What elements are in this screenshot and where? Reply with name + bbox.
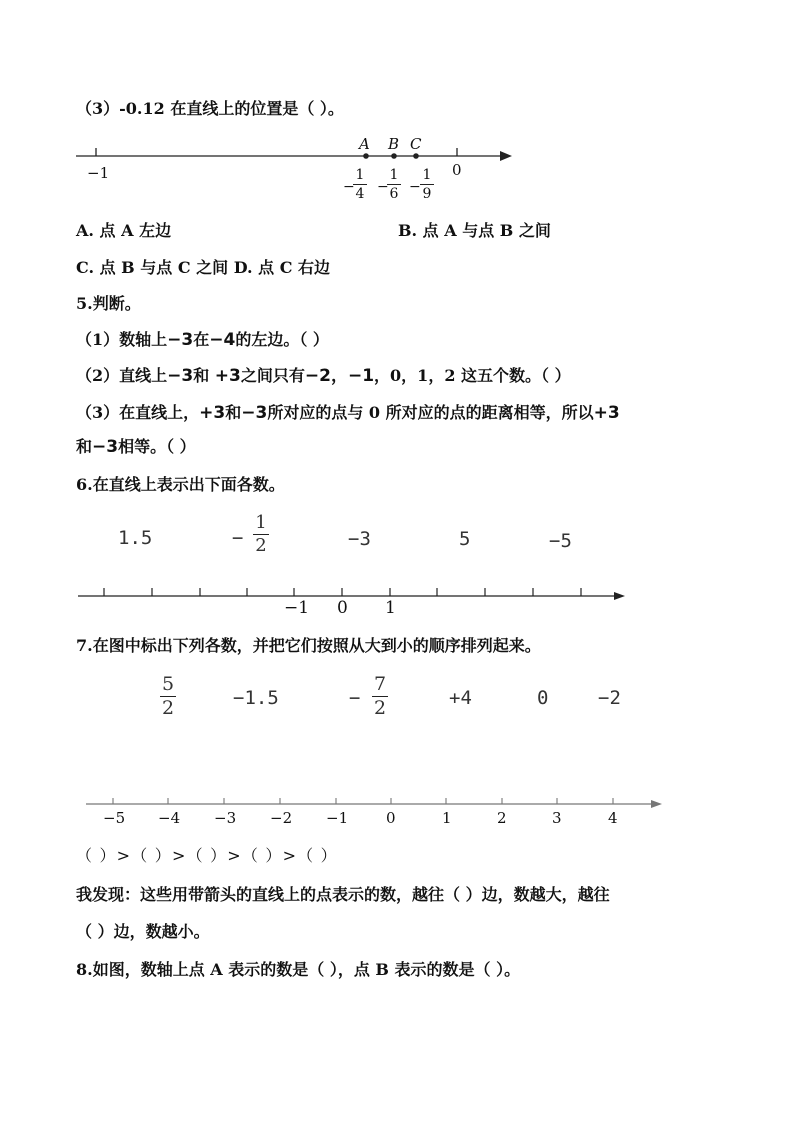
q7-tick-label: 2 <box>497 809 507 827</box>
q6-number-minus-3: −3 <box>348 528 371 550</box>
option-b: B. 点 A 与点 B 之间 <box>398 221 551 240</box>
q7-discover-line-2: （ ）边，数越小。 <box>76 922 210 941</box>
q7-discover-line-1: 我发现：这些用带箭头的直线上的点表示的数，越往（ ）边，数越大，越往 <box>76 885 610 904</box>
fraction-b: 1 6 <box>387 168 401 201</box>
point-c-label: C <box>410 135 422 153</box>
q7-number-minus-2: −2 <box>598 687 621 709</box>
point-a-dot <box>363 153 369 159</box>
minus-sign-b: − <box>377 179 389 195</box>
q6-number-1-5: 1.5 <box>118 527 153 549</box>
q6-axis-label-0: 0 <box>337 598 348 618</box>
q7-tick-label: 1 <box>442 809 452 827</box>
point-b-label: B <box>388 135 400 153</box>
q7-tick-label: −2 <box>270 809 293 827</box>
q7-order-row: （ ）>（ ）>（ ）>（ ）>（ ） <box>76 846 338 865</box>
point-c-dot <box>413 153 419 159</box>
q7-number-0: 0 <box>537 687 549 709</box>
q7-tick-label: −5 <box>103 809 126 827</box>
fraction-a: 1 4 <box>353 168 367 201</box>
q7-tick-label: 4 <box>608 809 618 827</box>
q5-statement-2: （2）直线上−3和 +3之间只有−2，−1，0，1，2 这五个数。（ ） <box>76 366 571 386</box>
q7-fraction-7-2: 7 2 <box>373 673 387 719</box>
q6-title: 6.在直线上表示出下面各数。 <box>76 475 285 494</box>
q6-ticks <box>104 588 581 596</box>
q4-label-zero: 0 <box>452 161 462 179</box>
q6-axis-label-1: 1 <box>385 598 396 618</box>
q7-fraction-5-2: 5 2 <box>161 673 175 719</box>
option-a: A. 点 A 左边 <box>76 221 172 240</box>
point-b-dot <box>391 153 397 159</box>
minus-sign-c: − <box>409 179 421 195</box>
option-cd: C. 点 B 与点 C 之间 D. 点 C 右边 <box>76 258 331 277</box>
q7-tick-label: −4 <box>158 809 181 827</box>
point-a-label: A <box>359 135 370 153</box>
q5-statement-3: （3）在直线上，+3和−3所对应的点与 0 所对应的点的距离相等，所以+3 <box>76 403 620 423</box>
q6-minus-sign: − <box>232 527 244 549</box>
q6-number-minus-5: −5 <box>549 530 572 552</box>
q6-fraction-half: 1 2 <box>253 514 269 555</box>
q7-number-plus-4: +4 <box>449 687 472 709</box>
q7-tick-label: 0 <box>386 809 396 827</box>
q7-tick-label: −3 <box>214 809 237 827</box>
q7-ticks <box>113 798 613 804</box>
minus-sign-a: − <box>343 179 355 195</box>
q5-statement-1: （1）数轴上−3在−4的左边。（ ） <box>76 330 329 350</box>
q7-tick-label: −1 <box>326 809 349 827</box>
q4-label-minus-one: −1 <box>87 164 110 182</box>
q6-number-5: 5 <box>459 528 471 550</box>
q7-minus-sign: − <box>349 687 361 709</box>
fraction-c: 1 9 <box>420 168 434 201</box>
q7-title: 7.在图中标出下列各数，并把它们按照从大到小的顺序排列起来。 <box>76 636 541 655</box>
q7-number-minus-1-5: −1.5 <box>233 687 279 709</box>
q5-title: 5.判断。 <box>76 294 141 313</box>
q5-statement-3-cont: 和−3相等。（ ） <box>76 437 196 457</box>
q7-tick-label: 3 <box>552 809 562 827</box>
q8-stem: 8.如图，数轴上点 A 表示的数是（ ），点 B 表示的数是（ ）。 <box>76 960 521 979</box>
q6-axis-label-minus-1: −1 <box>284 598 310 618</box>
q4-3-stem: （3）-0.12 在直线上的位置是（ ）。 <box>76 99 344 118</box>
